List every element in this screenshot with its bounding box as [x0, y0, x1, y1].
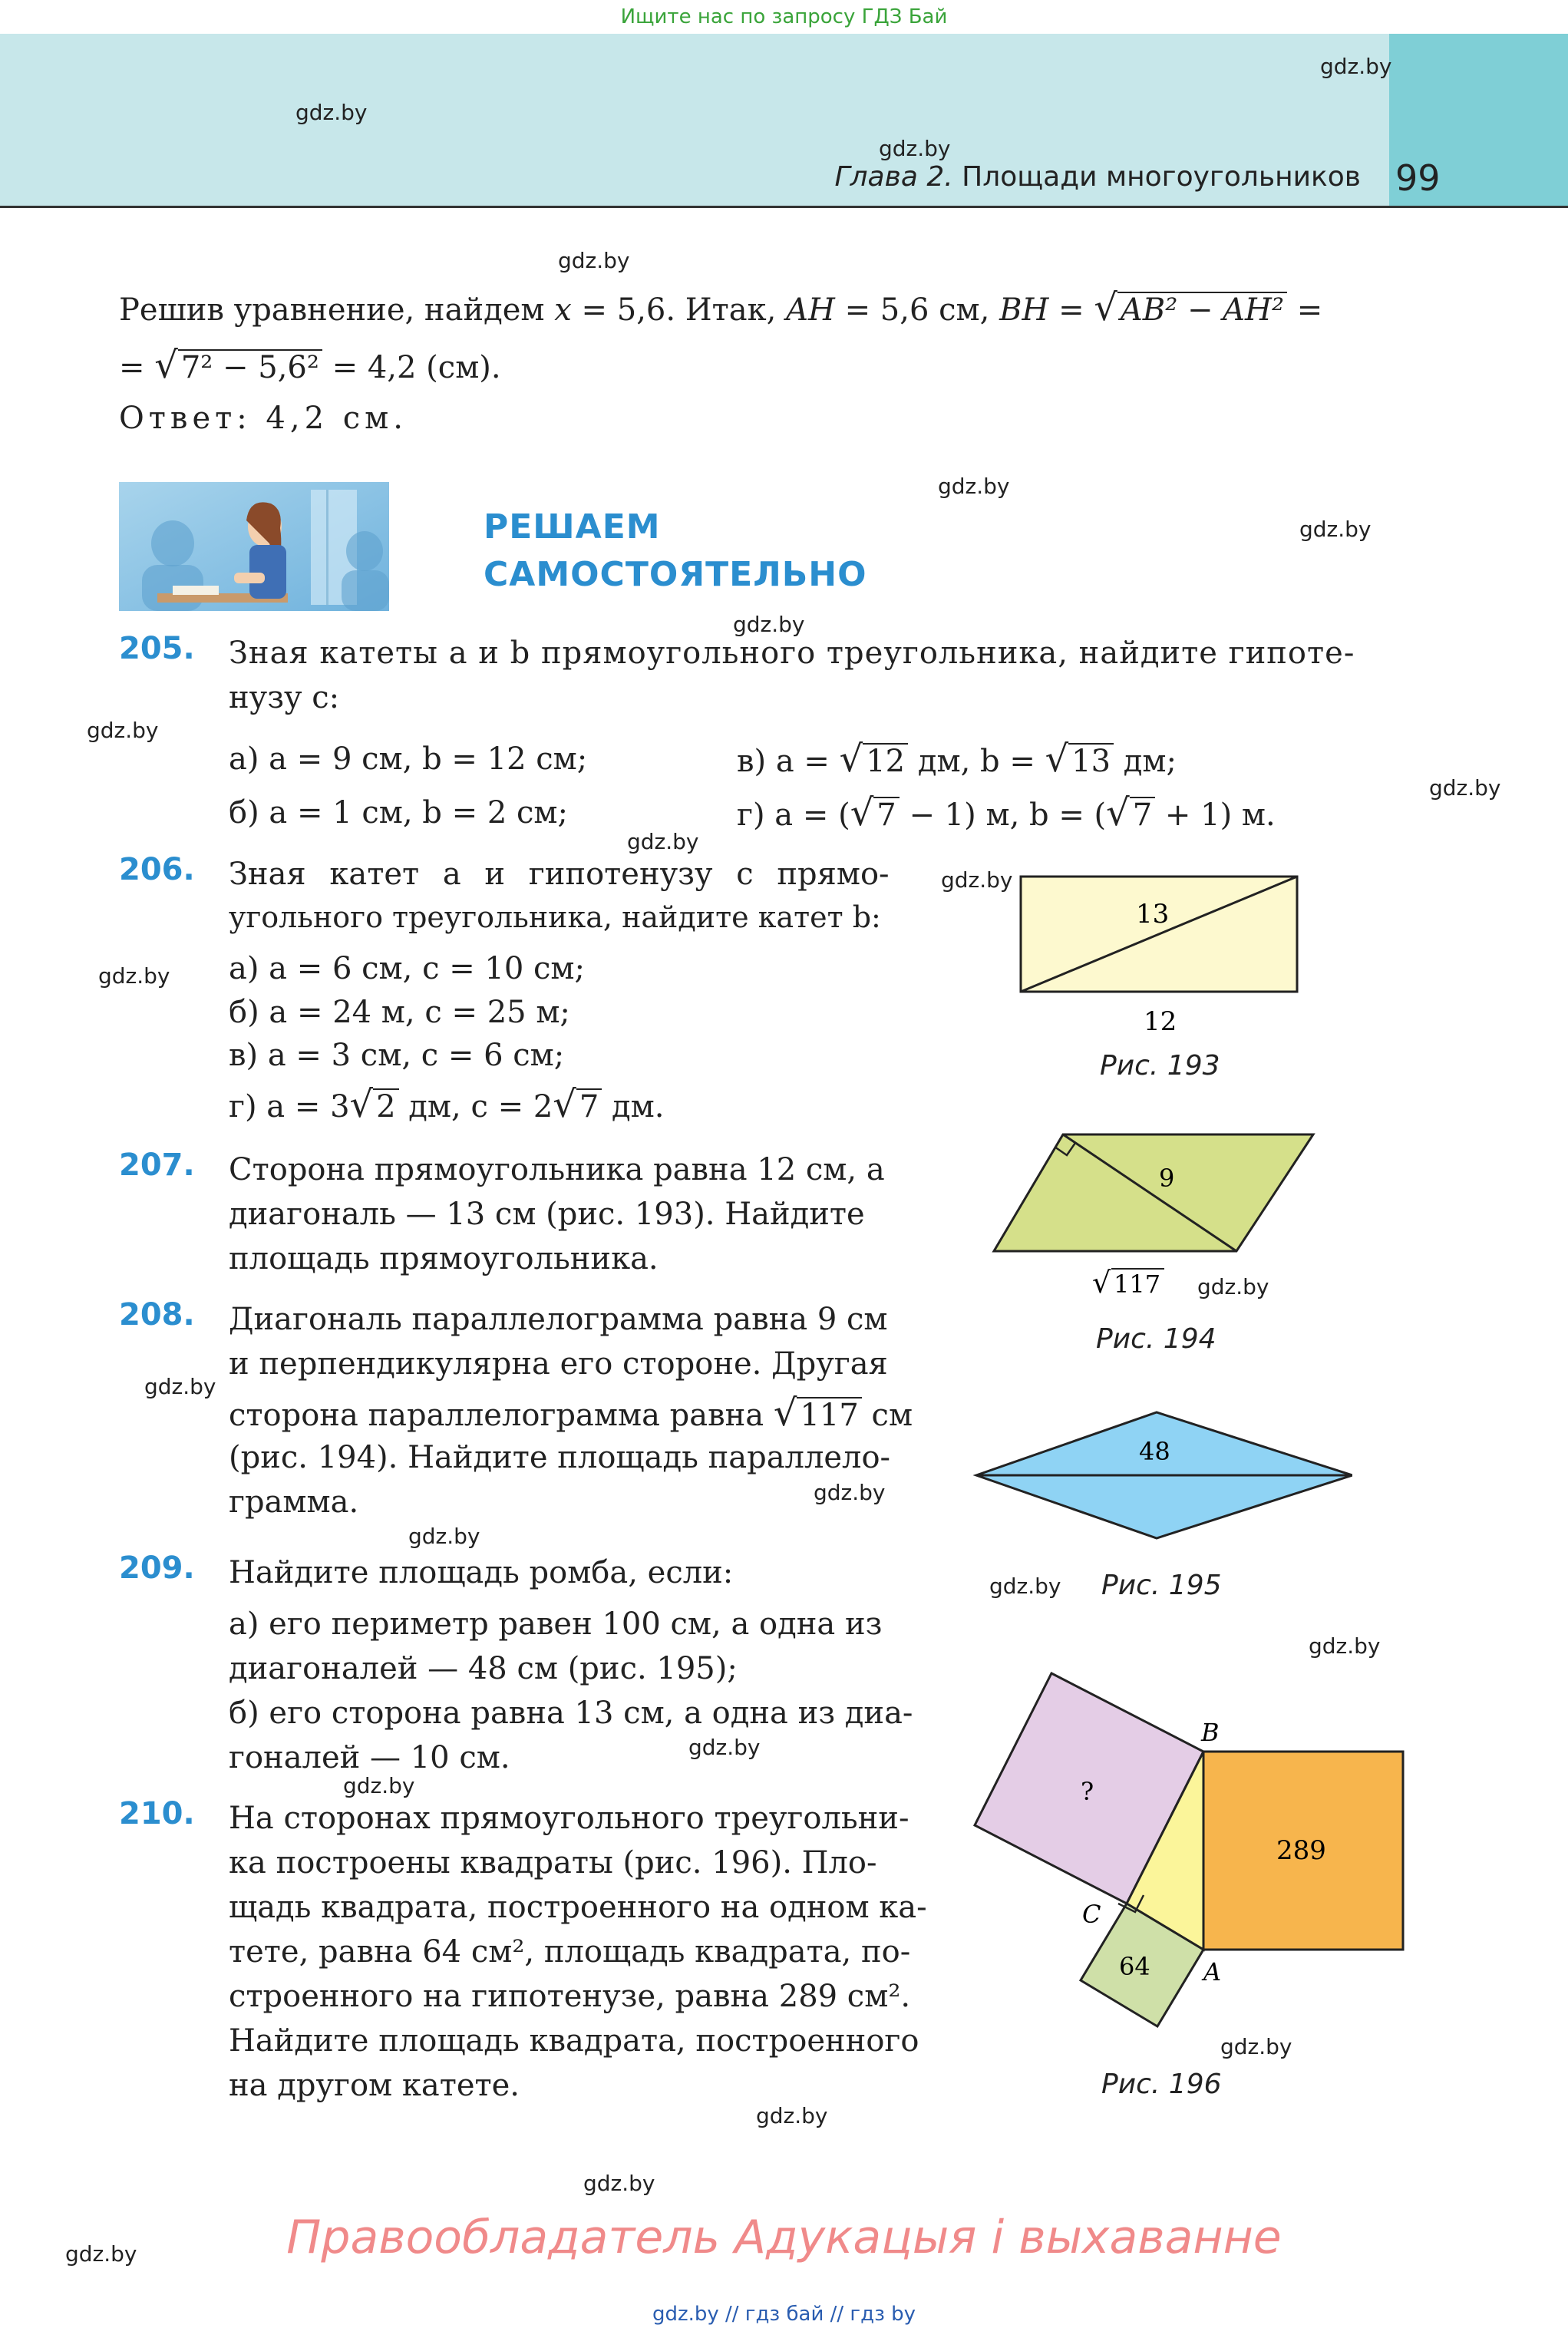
intro-answer: Ответ: 4,2 см.: [119, 401, 408, 436]
problem-207-line-2: диагональ — 13 см (рис. 193). Найдите: [229, 1197, 865, 1232]
problem-206-a: а) a = 6 см, c = 10 см;: [229, 951, 586, 986]
fig196-label-b: B: [1201, 1718, 1220, 1747]
watermark: gdz.by: [1299, 517, 1372, 542]
problem-208-number: 208.: [119, 1297, 195, 1332]
watermark: gdz.by: [583, 2171, 655, 2196]
fig193-side-label: 12: [1144, 1006, 1177, 1036]
problem-205-line-2: нузу c:: [229, 680, 340, 715]
problem-205-g: г) a = (√ 7 − 1) м, b = (√ 7 + 1) м.: [737, 791, 1276, 834]
fig196-label-c: C: [1082, 1900, 1101, 1929]
watermark: gdz.by: [144, 1374, 216, 1399]
page-number: 99: [1395, 157, 1441, 199]
watermark: gdz.by: [408, 1524, 480, 1549]
watermark: gdz.by: [1220, 2034, 1292, 2059]
fig193-diag-label: 13: [1136, 899, 1170, 930]
figure-193: [1013, 867, 1320, 1036]
watermark: gdz.by: [1320, 54, 1392, 79]
problem-206-b: б) a = 24 м, c = 25 м;: [229, 995, 570, 1030]
bottom-links[interactable]: gdz.by // гдз бай // гдз by: [652, 2303, 916, 2326]
watermark: gdz.by: [295, 100, 368, 125]
fig194-caption: Рис. 194: [1096, 1323, 1216, 1355]
intro-line-2: = √ 7² − 5,6² = 4,2 (см).: [119, 344, 501, 387]
problem-210-line-2: ка построены квадраты (рис. 196). Пло-: [229, 1845, 877, 1881]
problem-209-a2: диагоналей — 48 см (рис. 195);: [229, 1651, 738, 1686]
watermark: gdz.by: [941, 867, 1013, 893]
problem-206-number: 206.: [119, 852, 195, 887]
chapter-title: [834, 161, 1361, 193]
fig194-parallelogram: [994, 1134, 1313, 1251]
fig195-diag-label: 48: [1139, 1437, 1170, 1466]
watermark: gdz.by: [1429, 775, 1501, 801]
fig195-caption: Рис. 195: [1101, 1570, 1222, 1601]
figure-195: [969, 1406, 1352, 1544]
watermark: gdz.by: [558, 248, 630, 273]
problem-209-number: 209.: [119, 1550, 195, 1586]
problem-207-line-3: площадь прямоугольника.: [229, 1241, 659, 1276]
watermark: gdz.by: [938, 474, 1010, 499]
problem-208-line-4: (рис. 194). Найдите площадь параллело-: [229, 1440, 891, 1475]
watermark: gdz.by: [343, 1773, 415, 1798]
watermark: gdz.by: [688, 1735, 761, 1760]
top-banner: Ищите нас по запросу ГДЗ Бай: [620, 5, 948, 28]
watermark: gdz.by: [756, 2103, 828, 2128]
watermark: gdz.by: [1309, 1633, 1381, 1659]
problem-207-line-1: Сторона прямоугольника равна 12 см, а: [229, 1152, 885, 1187]
chapter-name: Площади многоугольников: [962, 161, 1361, 193]
fig196-caption: Рис. 196: [1101, 2069, 1222, 2100]
problem-205-b: б) a = 1 см, b = 2 см;: [229, 795, 569, 831]
watermark: gdz.by: [1197, 1274, 1269, 1299]
fig196-leg-label: 64: [1119, 1952, 1150, 1981]
problem-206-line-2: угольного треугольника, найдите катет b:: [229, 900, 881, 934]
problem-205-a: а) a = 9 см, b = 12 см;: [229, 741, 588, 777]
watermark: gdz.by: [627, 829, 699, 854]
problem-205-v: в) a = √ 12 дм, b = √ 13 дм;: [737, 738, 1177, 781]
problem-209-b1: б) его сторона равна 13 см, а одна из диа-: [229, 1696, 913, 1731]
problem-210-line-4: тете, равна 64 см², площадь квадрата, по-: [229, 1934, 911, 1970]
watermark: gdz.by: [814, 1480, 886, 1505]
problem-208-line-3: сторона параллелограмма равна √ 117 см: [229, 1392, 913, 1435]
watermark: gdz.by: [87, 718, 159, 743]
problem-210-line-7: на другом катете.: [229, 2068, 520, 2103]
watermark: gdz.by: [65, 2241, 137, 2267]
problem-210-line-3: щадь квадрата, построенного на одном ка-: [229, 1890, 927, 1925]
problem-209-b2: гоналей — 10 см.: [229, 1740, 510, 1775]
chapter-label: Глава 2.: [834, 161, 953, 193]
fig196-label-a: A: [1203, 1957, 1222, 1986]
problem-209-a1: а) его периметр равен 100 см, а одна из: [229, 1607, 883, 1642]
problem-209-line-1: Найдите площадь ромба, если:: [229, 1555, 734, 1590]
fig193-caption: Рис. 193: [1100, 1050, 1220, 1081]
fig194-sqrt-sign: √: [1092, 1266, 1111, 1299]
fig196-unknown-label: ?: [1081, 1777, 1094, 1806]
student-illustration: [119, 482, 389, 611]
problem-208-line-2: и перпендикулярна его стороне. Другая: [229, 1346, 888, 1382]
problem-208-line-5: грамма.: [229, 1484, 359, 1520]
problem-210-number: 210.: [119, 1796, 195, 1831]
problem-207-number: 207.: [119, 1148, 195, 1183]
section-heading-line-1: РЕШАЕМ: [484, 507, 661, 547]
watermark: gdz.by: [98, 963, 170, 989]
header-rule: [0, 206, 1568, 208]
fig194-diag-label: 9: [1159, 1164, 1175, 1193]
problem-205-number: 205.: [119, 631, 195, 666]
copyright-notice: Правообладатель Адукацыя і выхаванне: [286, 2211, 1282, 2264]
watermark: gdz.by: [733, 612, 805, 637]
problem-206-line-1: Зная катет a и гипотенузу c прямо-: [229, 857, 890, 892]
problem-210-line-6: Найдите площадь квадрата, построенного: [229, 2023, 919, 2059]
figure-194: [986, 1128, 1324, 1309]
problem-210-line-5: строенного на гипотенузе, равна 289 см².: [229, 1979, 911, 2014]
problem-205-line-1: Зная катеты a и b прямоугольного треугольника, найдите гипоте-: [229, 636, 1355, 671]
fig194-side-label: 117: [1114, 1270, 1161, 1299]
watermark: gdz.by: [989, 1574, 1061, 1599]
section-heading-line-2: САМОСТОЯТЕЛЬНО: [484, 555, 867, 594]
problem-210-line-1: На сторонах прямоугольного треугольни-: [229, 1801, 909, 1836]
fig196-hyp-label: 289: [1276, 1835, 1326, 1866]
watermark: gdz.by: [879, 136, 951, 161]
problem-206-v: в) a = 3 см, c = 6 см;: [229, 1038, 565, 1073]
problem-206-g: г) a = 3√ 2 дм, c = 2√ 7 дм.: [229, 1083, 665, 1126]
figure-196: [959, 1658, 1420, 2042]
problem-208-line-1: Диагональ параллелограмма равна 9 см: [229, 1302, 888, 1337]
intro-line-1: Решив уравнение, найдем x = 5,6. Итак, AH = 5,6 см, BH = √ AB² − AH² =: [119, 286, 1323, 329]
